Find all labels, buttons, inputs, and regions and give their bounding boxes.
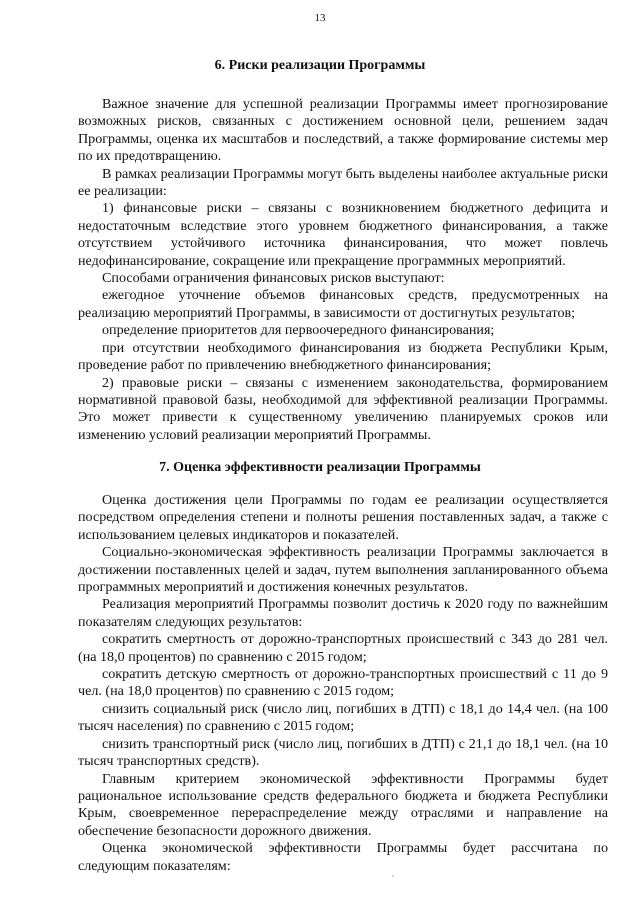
paragraph: Оценка экономической эффективности Программы будет рассчитана по следующим показателям:: [78, 840, 608, 874]
section-6-body: [78, 96, 608, 444]
paragraph: сократить смертность от дорожно-транспортных происшествий с 343 до 281 чел. (на 18,0 процентов) по сравнению с 2015 годом;: [78, 631, 608, 665]
section-6-heading: 6. Риски реализации Программы: [214, 58, 426, 73]
paragraph: 2) правовые риски – связаны с изменением законодательства, формированием нормативной правовой базы, необходимой для эффективной реализации Программы. Это может привести к существенному увеличению планируемых сроков или изменению условий реализации мероприятий Программы.: [78, 374, 608, 443]
paragraph: Оценка достижения цели Программы по годам ее реализации осуществляется посредством определения степени и полноты решения поставленных задач, а также с использованием целевых индикаторов и показателей.: [78, 492, 608, 543]
paragraph: Главным критерием экономической эффективности Программы будет рациональное использование средств федерального бюджета и бюджета Республики Крым, своевременное перераспределение между отраслями и направление на обеспечение безопасности дорожного движения.: [78, 770, 608, 839]
paragraph: В рамках реализации Программы могут быть выделены наиболее актуальные риски ее реализации:: [78, 165, 608, 200]
paragraph: сократить детскую смертность от дорожно-транспортных происшествий с 11 до 9 чел. (на 18,0 процентов) по сравнению с 2015 годом;: [78, 666, 608, 700]
paragraph: Важное значение для успешной реализации Программы имеет прогнозирование возможных рисков, связанных с достижением основной цели, решением задач Программы, оценка их масштабов и последствий, а также формирование системы мер по их предотвращению.: [78, 96, 608, 165]
paragraph: при отсутствии необходимого финансирования из бюджета Республики Крым, проведение работ по привлечению внебюджетного финансирования;: [78, 339, 608, 374]
page-number: 13: [314, 12, 326, 24]
paragraph: снизить транспортный риск (число лиц, погибших в ДТП) с 21,1 до 18,1 чел. (на 10 тысяч транспортных средств).: [78, 735, 608, 770]
paragraph: Социально-экономическая эффективность реализации Программы заключается в достижении поставленных целей и задач, путем выполнения запланированного объема программных мероприятий и достижения конечных результатов.: [78, 544, 608, 596]
paragraph: определение приоритетов для первоочередного финансирования;: [102, 322, 495, 339]
paragraph: Способами ограничения финансовых рисков выступают:: [102, 270, 445, 287]
paragraph: ежегодное уточнение объемов финансовых средств, предусмотренных на реализацию мероприятий Программы, в зависимости от достигнутых результатов;: [78, 287, 608, 321]
scan-dot: [392, 875, 394, 877]
paragraph: Реализация мероприятий Программы позволит достичь к 2020 году по важнейшим показателям следующих результатов:: [78, 596, 608, 630]
paragraph: снизить социальный риск (число лиц, погибших в ДТП) с 18,1 до 14,4 чел. (на 100 тысяч населения) по сравнению с 2015 годом;: [78, 700, 608, 735]
section-7-heading: 7. Оценка эффективности реализации Программы: [159, 460, 481, 475]
section-7-body: [78, 492, 608, 875]
paragraph: 1) финансовые риски – связаны с возникновением бюджетного дефицита и недостаточным вследствие этого уровнем бюджетного финансирования, а также отсутствием устойчивого источника финансирования, что может повлечь недофинансирование, сокращение или прекращение программных мероприятий.: [78, 200, 608, 269]
